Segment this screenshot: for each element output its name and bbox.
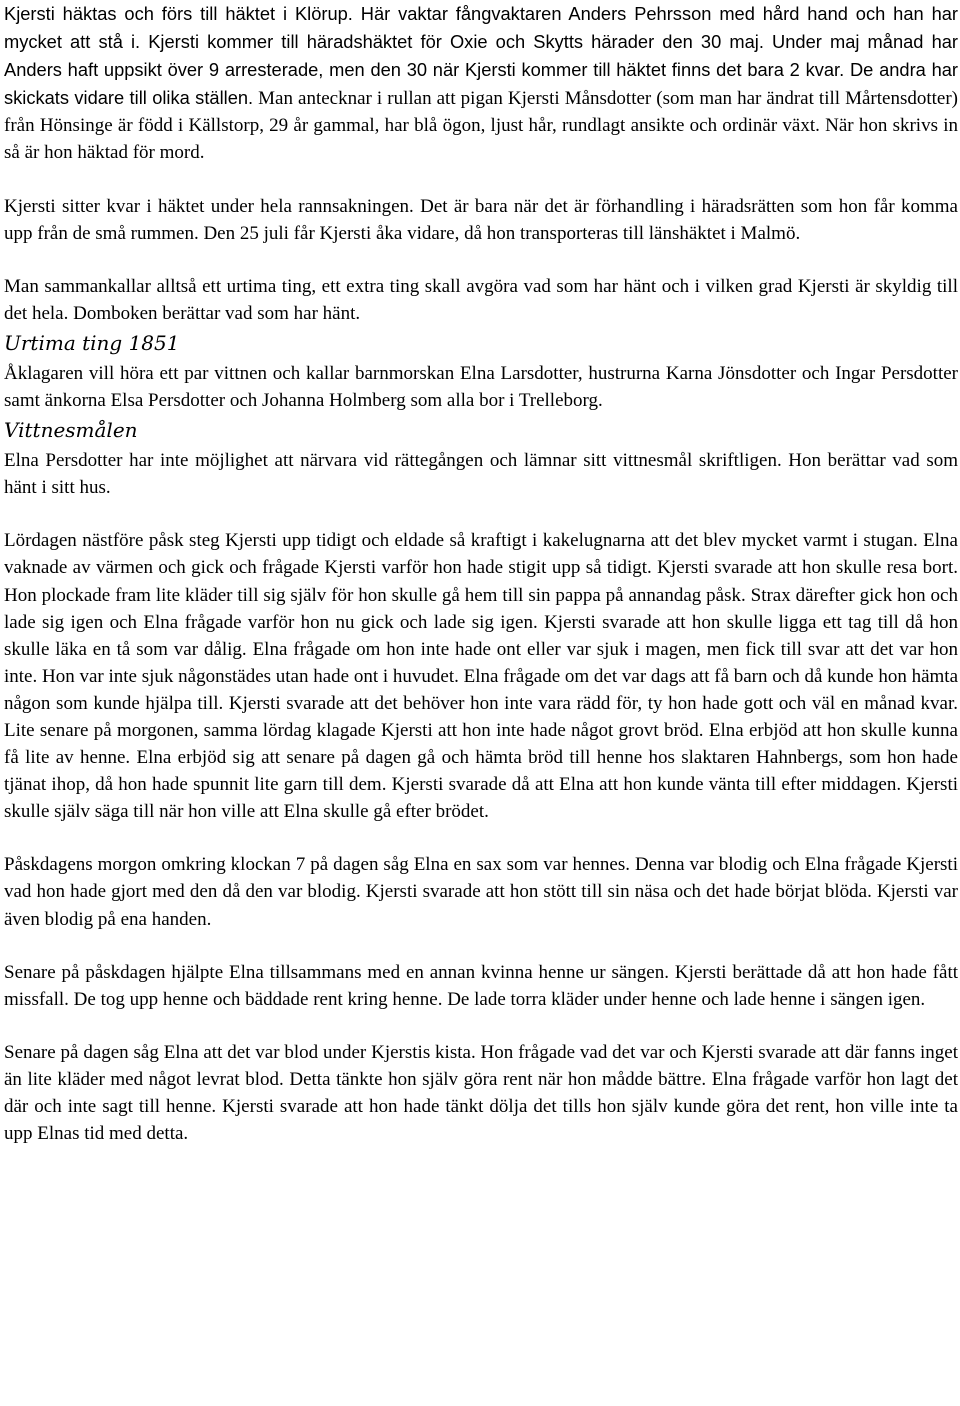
paragraph-custody-intro: Kjersti häktas och förs till häktet i Klörup. Här vaktar fångvaktaren Anders Pehrsson med hård hand och han har mycket att stå i. Kjersti kommer till häradshäktet för Oxie och Skytts härader den 30 maj. Under maj månad har Anders haft uppsikt över 9 arresterade, men den 30 när Kjersti kommer till häktet finns det bara 2 kvar. De andra har skickats vidare till olika ställen. [4,3,958,109]
paragraph-remand: Kjersti sitter kvar i häktet under hela rannsakningen. Det är bara när det är förhandling i häradsrätten som hon får komma upp från de små rummen. Den 25 juli får Kjersti åka vidare, då hon transporteras till länshäktet i Malmö. [4,195,958,244]
paragraph-easter-saturday: Lördagen nästföre påsk steg Kjersti upp tidigt och eldade så kraftigt i kakelugnarna att det blev mycket varmt i stugan. Elna vaknade av värmen och gick och frågade Kjersti varför hon hade stigit upp så tidigt. Kjersti svarade att hon skulle resa bort. Hon plockade fram lite kläder till sig själv för hon skulle gå hem till sin pappa på annandag påsk. Strax därefter gick hon och lade sig igen och Elna frågade varför hon nu gick och lade sig igen. Kjersti svarade att hon skulle ligga ett tag till då hon skulle läka en tå som var dålig. Elna frågade om hon inte hade ont eller var sjuk i magen, men fick till svar att det var hon inte. Hon var inte sjuk någonstädes utan hade ont i huvudet. Elna frågade om det var dags att få barn och då kunde hon hämta någon som kunde hjälpa till. Kjersti svarade att det behöver hon inte vara rädd för, ty hon hade gott och väl en månad kvar. Lite senare på morgonen, samma lördag klagade Kjersti att hon inte hade något grovt bröd. Elna erbjöd att hon skulle kunna få lite av henne. Elna erbjöd sig att senare på dagen gå och hämta bröd till henne hos slaktaren Hahnbergs, som hon hade tjänat ihop, då hon hade spunnit lite garn till dem. Kjersti svarade då att Elna att hon kunde vänta till efter middagen. Kjersti skulle själv säga till när hon ville att Elna skulle gå efter brödet. [4,530,958,823]
paragraph-blood-under-chest: Senare på dagen såg Elna att det var blod under Kjerstis kista. Hon frågade vad det var och Kjersti svarade att där fanns inget än lite kläder med något levrat blod. Detta tänkte hon själv göra rent när hon mådde bättre. Elna frågade varför hon lagt det där och inte sagt till henne. Kjersti svarade att hon hade tänkt dölja det tills hon själv kunde göra det rent, hon ville inte ta upp Elnas tid med detta. [4,1041,958,1145]
paragraph-easter-morning: Påskdagens morgon omkring klockan 7 på dagen såg Elna en sax som var hennes. Denna var blodig och Elna frågade Kjersti vad hon hade gjort med den då den var blodig. Kjersti svarade att hon stött till sin näsa och det hade börjat blöda. Kjersti var även blodig på ena handen. [4,854,958,930]
heading-urtima-ting: Urtima ting 1851 [4,330,180,355]
paragraph-custody-record [4,0,958,167]
heading-vittnesmalen: Vittnesmålen [4,418,138,443]
paragraph-witnesses-called: Åklagaren vill höra ett par vittnen och kallar barnmorskan Elna Larsdotter, hustrurna Karna Jönsdotter och Ingar Persdotter samt änkorna Elsa Persdotter och Johanna Holmberg som alla bor i Trelleborg. [4,362,958,412]
paragraph-custody-roll: Man antecknar i rullan att pigan Kjersti Månsdotter (som man har ändrat till Mårtensdotter) från Hönsinge är född i Källstorp, 29 år gammal, har blå ögon, ljust hår, rundlagt ansikte och ordinär växt. När hon skrivs in så är hon häktad för mord. [4,88,958,164]
document-body [4,0,958,1147]
paragraph-written-testimony: Elna Persdotter har inte möjlighet att närvara vid rättegången och lämnar sitt vittnesmål skriftligen. Hon berättar vad som hänt i sitt hus. [4,450,958,499]
paragraph-miscarriage: Senare på påskdagen hjälpte Elna tillsammans med en annan kvinna henne ur sängen. Kjersti berättade då att hon hade fått missfall. De tog upp henne och bäddade rent kring henne. De lade torra kläder under henne och lade henne i sängen igen. [4,961,958,1010]
paragraph-extra-court: Man sammankallar alltså ett urtima ting, ett extra ting skall avgöra vad som har hänt och i vilken grad Kjersti är skyldig till det hela. Domboken berättar vad som har hänt. [4,275,958,324]
